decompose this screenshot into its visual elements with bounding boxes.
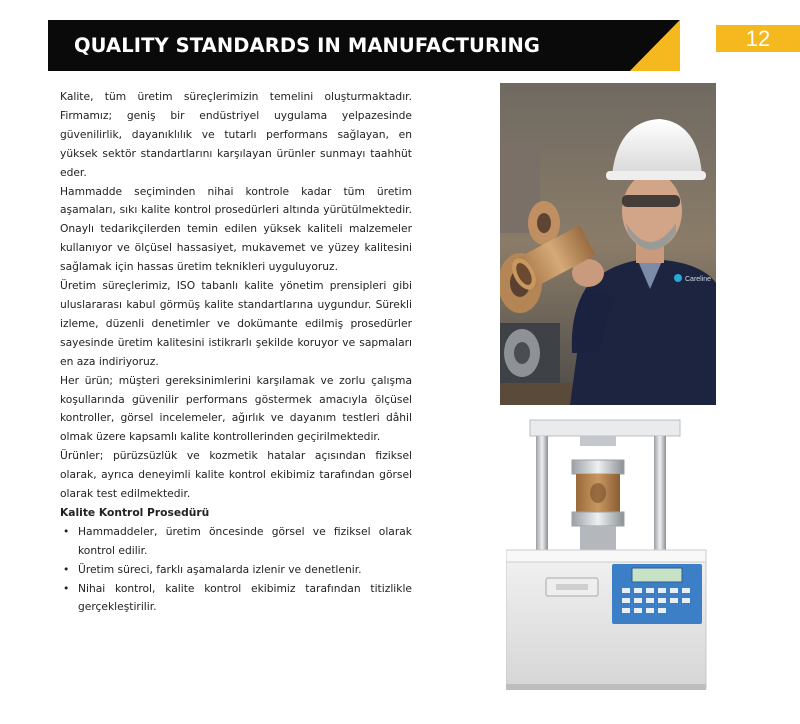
list-item-text: Hammaddeler, üretim öncesinde görsel ve fiziksel olarak kontrol edilir. bbox=[78, 524, 412, 557]
paragraph: Her ürün; müşteri gereksinimlerini karşılamak ve zorlu çalışma koşullarında güvenilir performans göstermek amacıyla ölçüsel kontroller, görsel incelemeler, ağırlık ve dayanım testleri dâhil olmak üzere kapsamlı kalite kontrollerinden geçirilmektedir. bbox=[60, 373, 412, 444]
jacket-logo-text: Careline bbox=[685, 276, 712, 283]
list-item-text: Üretim süreci, farklı aşamalarda izlenir ve denetlenir. bbox=[78, 562, 362, 576]
list-item bbox=[63, 523, 412, 561]
procedure-heading: Kalite Kontrol Prosedürü bbox=[60, 505, 210, 519]
careline-logo-icon bbox=[674, 274, 682, 282]
list-item-text: Nihai kontrol, kalite kontrol ekibimiz tarafından titizlikle gerçekleştirilir. bbox=[78, 581, 412, 614]
compression-tester-icon bbox=[506, 416, 734, 694]
list-item bbox=[63, 561, 412, 580]
paragraph: Ürünler; pürüzsüzlük ve kozmetik hatalar açısından fiziksel olarak, ayrıca deneyimli kalite kontrol ekibimiz tarafından görsel olarak test edilmektedir. bbox=[60, 449, 412, 501]
inspector-illustration bbox=[500, 83, 716, 405]
title-banner bbox=[48, 20, 680, 71]
bullet-icon: • bbox=[63, 562, 70, 576]
page-title: QUALITY STANDARDS IN MANUFACTURING bbox=[74, 34, 540, 57]
bullet-icon: • bbox=[63, 581, 70, 595]
tester-photo bbox=[506, 416, 734, 694]
inspector-photo bbox=[500, 83, 716, 405]
paragraph: Hammadde seçiminden nihai kontrole kadar tüm üretim aşamaları, sıkı kalite kontrol prosedürleri altında yürütülmektedir. Onaylı tedarikçilerden temin edilen yüksek kaliteli malzemeler kullanıyor ve ölçüsel hassasiyet, mukavemet ve yüzey kalitesini sağlamak için hassas üretim teknikleri uyguluyoruz. bbox=[60, 184, 412, 274]
bullet-icon: • bbox=[63, 524, 70, 538]
paragraph: Üretim süreçlerimiz, ISO tabanlı kalite yönetim prensipleri gibi uluslararası kabul görmüş kalite standartlarına uygundur. Sürekli izleme, düzenli denetimler ve dokümante edilmiş prosedürler sayesinde üretim kalitesini istikrarlı şekilde koruyor ve sapmaları en aza indiriyoruz. bbox=[60, 279, 412, 368]
procedure-list bbox=[60, 523, 412, 618]
paragraph: Kalite, tüm üretim süreçlerimizin temelini oluşturmaktadır. Firmamız; geniş bir endüstriyel uygulama yelpazesinde güvenilirlik, dayanıklılık ve tutarlı performans sağlayan, en yüksek sektör standartlarını karşılayan ürünler sunmayı taahhüt eder. bbox=[60, 90, 412, 179]
page-number: 12 bbox=[716, 25, 800, 52]
body-text bbox=[60, 88, 412, 617]
list-item bbox=[63, 580, 412, 618]
